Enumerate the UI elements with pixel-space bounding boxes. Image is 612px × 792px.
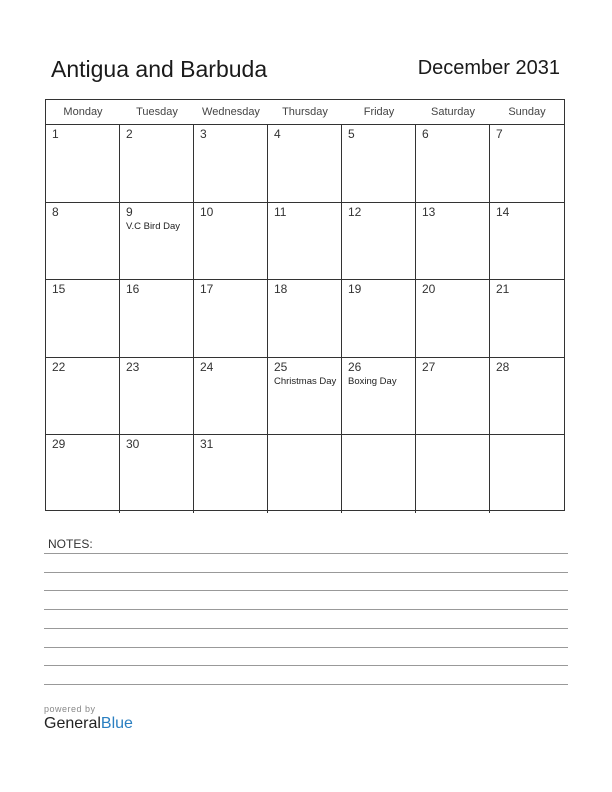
day-number: 19 — [348, 282, 362, 297]
day-number: 12 — [348, 204, 362, 219]
day-number: 24 — [200, 359, 214, 374]
day-number: 10 — [200, 204, 214, 219]
day-cell — [268, 435, 342, 513]
day-number: 3 — [200, 127, 207, 141]
note-line — [44, 609, 568, 610]
day-cell — [416, 358, 490, 436]
weekday-wednesday: Wednesday — [202, 106, 260, 118]
day-cell — [268, 358, 342, 436]
weekday-header — [46, 100, 564, 125]
day-cell — [416, 203, 490, 281]
day-number: 4 — [274, 127, 281, 141]
weekday-monday: Monday — [63, 106, 103, 118]
day-number: 20 — [422, 282, 436, 297]
weekday-saturday: Saturday — [430, 106, 476, 118]
brand-general: General — [44, 715, 101, 732]
day-cell — [490, 125, 564, 203]
note-line — [44, 665, 568, 666]
day-number: 9 — [126, 204, 133, 219]
note-line — [44, 684, 568, 685]
calendar-month: December 2031 — [417, 57, 560, 79]
day-cell — [268, 203, 342, 281]
day-cell — [46, 125, 120, 203]
day-cell — [46, 280, 120, 358]
day-cell — [490, 280, 564, 358]
day-number: 2 — [126, 127, 133, 141]
weekday-friday: Friday — [363, 106, 395, 118]
weekday-tuesday: Tuesday — [136, 106, 178, 118]
day-number: 14 — [496, 204, 510, 219]
day-number: 15 — [52, 282, 66, 297]
day-cell — [46, 358, 120, 436]
day-number: 5 — [348, 127, 355, 141]
day-number: 6 — [422, 127, 429, 141]
day-cell — [416, 435, 490, 513]
day-cell — [194, 203, 268, 281]
note-line — [44, 553, 568, 554]
day-cell — [120, 125, 194, 203]
day-cell — [342, 125, 416, 203]
day-number: 31 — [200, 437, 214, 452]
day-number: 11 — [274, 204, 287, 219]
holiday-label: V.C Bird Day — [126, 220, 181, 232]
holiday-label: Christmas Day — [274, 375, 337, 387]
day-cell — [120, 203, 194, 281]
day-cell — [416, 125, 490, 203]
brand-name — [44, 715, 133, 733]
day-cell — [342, 203, 416, 281]
day-number: 28 — [496, 359, 510, 374]
note-line — [44, 572, 568, 573]
day-cell — [120, 358, 194, 436]
day-number: 21 — [496, 282, 510, 297]
day-number: 8 — [52, 204, 59, 219]
day-cell — [120, 435, 194, 513]
day-number: 22 — [52, 359, 66, 374]
day-cell — [194, 435, 268, 513]
day-cell — [490, 203, 564, 281]
day-number: 17 — [200, 282, 214, 297]
notes-label: NOTES: — [48, 537, 93, 551]
day-cell — [268, 280, 342, 358]
day-number: 27 — [422, 359, 436, 374]
calendar-grid — [45, 99, 565, 511]
day-cell — [342, 435, 416, 513]
day-cell — [120, 280, 194, 358]
holiday-label: Boxing Day — [348, 375, 397, 387]
day-cell — [342, 280, 416, 358]
day-cell — [194, 358, 268, 436]
day-number: 25 — [274, 359, 288, 374]
day-cell — [342, 358, 416, 436]
weekday-sunday: Sunday — [508, 106, 546, 118]
weekday-thursday: Thursday — [282, 106, 328, 118]
day-cell — [194, 125, 268, 203]
powered-by-text: powered by — [44, 704, 96, 714]
day-number: 16 — [126, 282, 140, 297]
day-cell — [194, 280, 268, 358]
day-cell — [416, 280, 490, 358]
note-line — [44, 628, 568, 629]
day-cell — [268, 125, 342, 203]
day-number: 13 — [422, 204, 436, 219]
note-line — [44, 647, 568, 648]
day-number: 26 — [348, 359, 362, 374]
brand-blue: Blue — [100, 715, 133, 732]
day-number: 23 — [126, 359, 140, 374]
day-cell — [46, 203, 120, 281]
day-number: 29 — [52, 437, 66, 452]
brand-logo — [44, 704, 133, 733]
day-cell — [46, 435, 120, 513]
calendar-title: Antigua and Barbuda — [51, 56, 268, 82]
day-cell — [490, 435, 564, 513]
day-number: 1 — [52, 127, 59, 141]
day-number: 18 — [274, 282, 288, 297]
day-number: 30 — [126, 437, 140, 452]
day-number: 7 — [496, 127, 503, 141]
note-line — [44, 590, 568, 591]
day-cell — [490, 358, 564, 436]
